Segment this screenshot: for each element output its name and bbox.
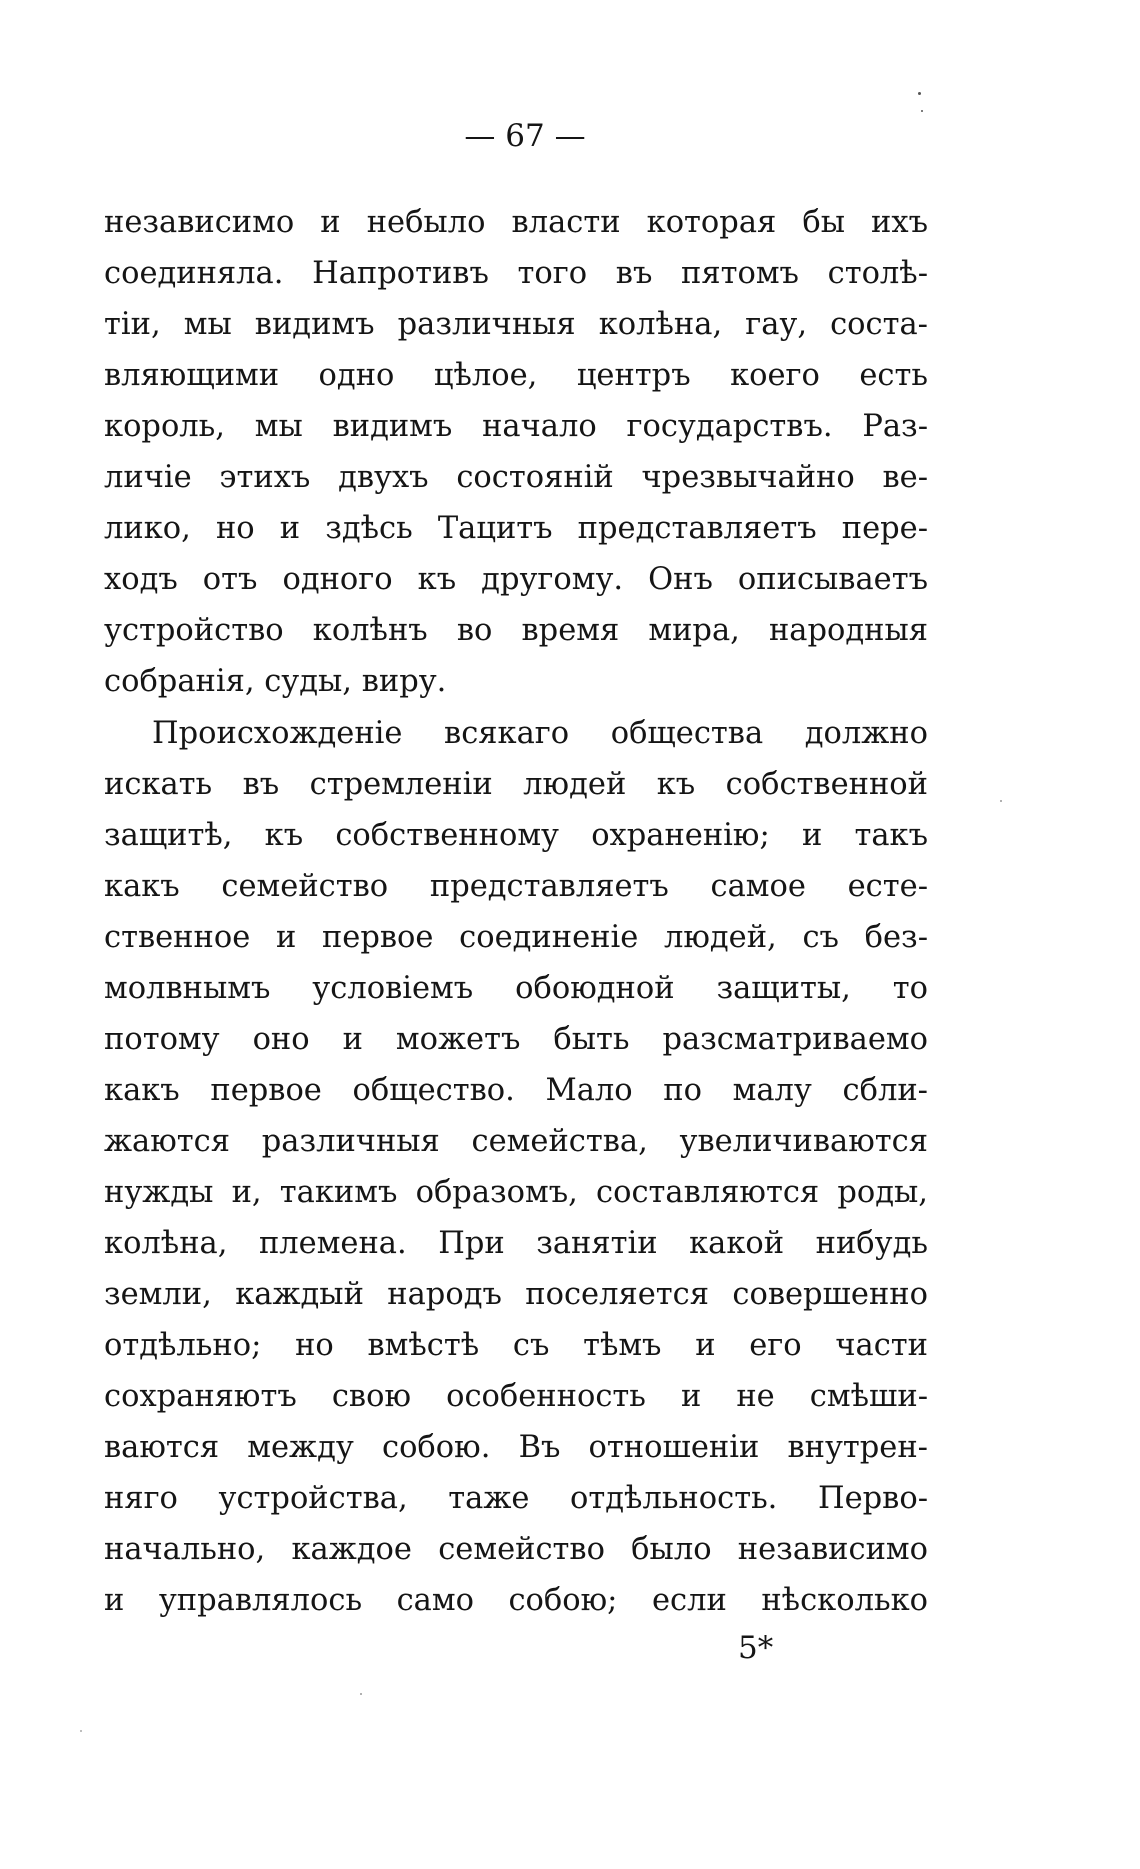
text-line: няго устройства, таже отдѣльность. Перво- [104,1481,928,1516]
text-line: ходъ отъ одного къ другому. Онъ описываетъ [104,562,928,597]
text-line: сохраняютъ свою особенность и не смѣши- [104,1379,928,1414]
paper-speck [921,110,923,112]
text-line: независимо и небыло власти которая бы ихъ [104,205,928,240]
text-line: колѣна, племена. При занятіи какой нибудь [104,1226,928,1261]
text-line: начально, каждое семейство было независимо [104,1532,928,1567]
text-line: собранія, суды, виру. [104,664,447,699]
paragraph-2 [104,708,928,1626]
text-line: устройство колѣнъ во время мира, народныя [104,613,928,648]
text-line: король, мы видимъ начало государствъ. Раз- [104,409,928,444]
text-line: жаются различныя семейства, увеличиваются [104,1124,928,1159]
text-line: искать въ стремленіи людей къ собственной [104,767,928,802]
paper-speck [1000,800,1002,802]
paper-speck [918,92,921,95]
text-line: отдѣльно; но вмѣстѣ съ тѣмъ и его части [104,1328,928,1363]
text-line: молвнымъ условіемъ обоюдной защиты, то [104,971,928,1006]
page-number: — 67 — [464,118,586,154]
paragraph-1 [104,197,928,707]
text-line: Происхожденіе всякаго общества должно [152,716,928,751]
text-line: тіи, мы видимъ различныя колѣна, гау, соста- [104,307,928,342]
paper-speck [80,1730,82,1732]
paper-speck [360,1693,362,1695]
text-line: и управлялось само собою; если нѣсколько [104,1583,928,1618]
text-line: защитѣ, къ собственному охраненію; и такъ [104,818,928,853]
text-line: вляющими одно цѣлое, центръ коего есть [104,358,928,393]
text-line: лико, но и здѣсь Тацитъ представляетъ пере- [104,511,928,546]
text-line: ваются между собою. Въ отношеніи внутрен- [104,1430,928,1465]
text-line: нужды и, такимъ образомъ, составляются роды, [104,1175,928,1210]
text-line: личіе этихъ двухъ состояній чрезвычайно ве- [104,460,928,495]
signature-mark: 5* [738,1630,774,1666]
text-line: ственное и первое соединеніе людей, съ без- [104,920,928,955]
text-line: соединяла. Напротивъ того въ пятомъ столѣ- [104,256,928,291]
text-line: потому оно и можетъ быть разсматриваемо [104,1022,928,1057]
text-line: какъ семейство представляетъ самое есте- [104,869,928,904]
text-line: земли, каждый народъ поселяется совершенно [104,1277,928,1312]
text-line: какъ первое общество. Мало по малу сбли- [104,1073,928,1108]
